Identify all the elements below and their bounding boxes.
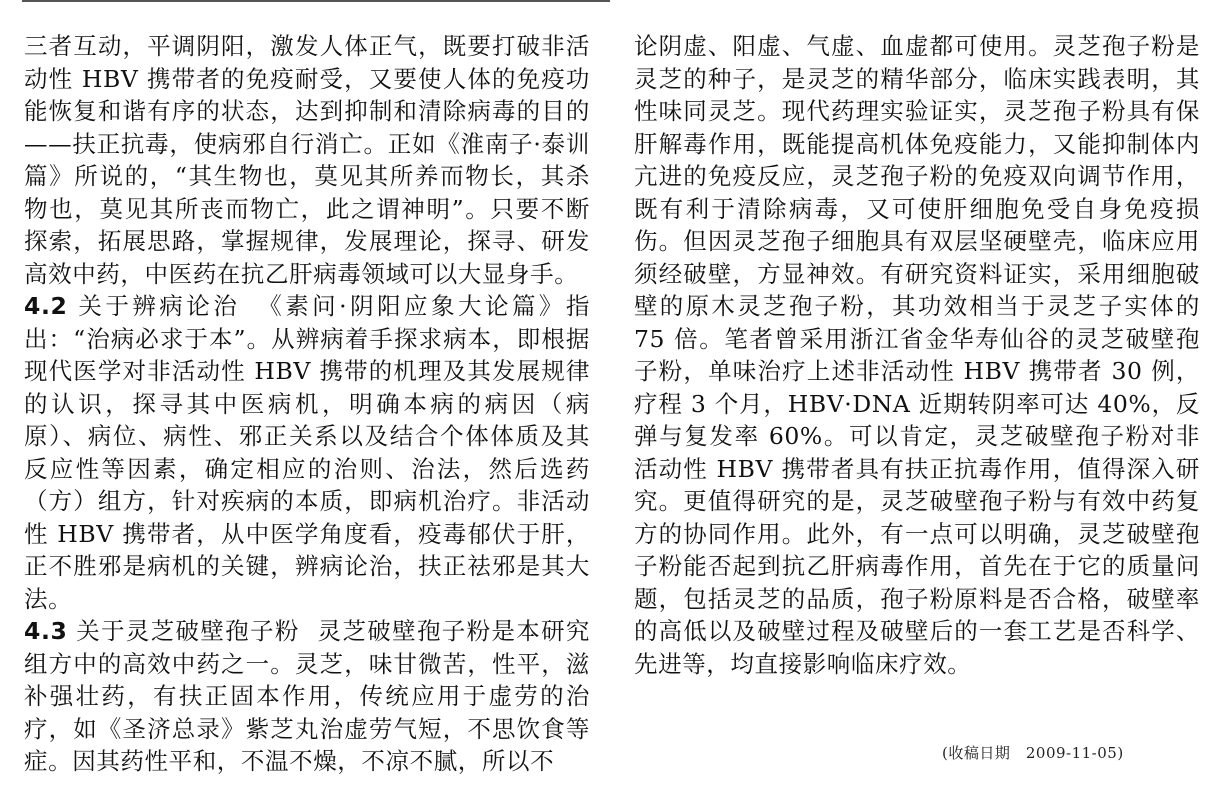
top-rule [22,0,610,2]
received-date: (收稿日期 2009-11-05) [942,744,1124,762]
left-paragraph-1: 三者互动，平调阴阳，激发人体正气，既要打破非活动性 HBV 携带者的免疫耐受，又要使人体的免疫功能恢复和谐有序的状态，达到抑制和清除病毒的目的——扶正抗毒，使病邪自行消亡。正如《淮南子·泰训篇》所说的，“其生物也，莫见其所养而物长，其杀物也，莫见其所丧而物亡，此之谓神明”。只要不断探索，拓展思路，掌握规律，发展理论，探寻、研发高效中药，中医药在抗乙肝病毒领域可以大显身手。 [24,32,590,288]
section-4-3-title: 关于灵芝破壁孢子粉 [76,617,300,645]
right-paragraph-1: 论阴虚、阳虚、气虚、血虚都可使用。灵芝孢子粉是灵芝的种子，是灵芝的精华部分，临床实践表明，其性味同灵芝。现代药理实验证实，灵芝孢子粉具有保肝解毒作用，既能提高机体免疫能力，又能抑制体内亢进的免疫反应，灵芝孢子粉的免疫双向调节作用，既有利于清除病毒，又可使肝细胞免受自身免疫损伤。但因灵芝孢子细胞具有双层坚硬壁壳，临床应用须经破壁，方显神效。有研究资料证实，采用细胞破壁的原木灵芝孢子粉，其功效相当于灵芝子实体的 75 倍。笔者曾采用浙江省金华寿仙谷的灵芝破壁孢子粉，单味治疗上述非活动性 HBV 携带者 30 例，疗程 3 个月，HBV·DNA 近期转阴率可达 40%，反弹与复发率 60%。可以肯定，灵芝破壁孢子粉对非活动性 HBV 携带者具有扶正抗毒作用，值得深入研究。更值得研究的是，灵芝破壁孢子粉与有效中药复方的协同作用。此外，有一点可以明确，灵芝破壁孢子粉能否起到抗乙肝病毒作用，首先在于它的质量问题，包括灵芝的品质，孢子粉原料是否合格，破壁率的高低以及破壁过程及破壁后的一套工艺是否科学、先进等，均直接影响临床疗效。 [634,32,1200,678]
right-column [634,30,1200,680]
section-4-2-number: 4.2 [24,292,68,320]
section-4-2-title: 关于辨病论治 [78,292,241,320]
left-column [24,30,590,778]
section-4-3 [24,615,590,778]
section-4-3-body: 灵芝破壁孢子粉是本研究组方中的高效中药之一。灵芝，味甘微苦，性平，滋补强壮药，有扶正固本作用，传统应用于虚劳的治疗，如《圣济总录》紫芝丸治虚劳气短，不思饮食等症。因其药性平和，不温不燥，不凉不腻，所以不 [24,617,590,775]
section-4-2 [24,290,590,615]
section-4-2-body: 《素问·阴阳应象大论篇》指出：“治病必求于本”。从辨病着手探求病本，即根据现代医学对非活动性 HBV 携带的机理及其发展规律的认识，探寻其中医病机，明确本病的病因（病原）、病位、病性、邪正关系以及结合个体体质及其反应性等因素，确定相应的治则、治法，然后选药（方）组方，针对疾病的本质，即病机治疗。非活动性 HBV 携带者，从中医学角度看，疫毒郁伏于肝，正不胜邪是病机的关键，辨病论治，扶正祛邪是其大法。 [24,292,590,613]
section-4-3-number: 4.3 [24,617,68,645]
